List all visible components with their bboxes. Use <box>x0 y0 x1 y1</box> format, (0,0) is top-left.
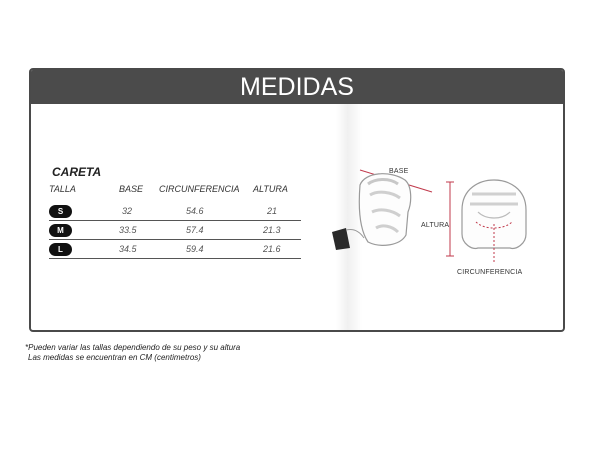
base-label: BASE <box>389 168 409 175</box>
base-value: 32 <box>122 206 133 216</box>
size-badge: L <box>49 243 72 256</box>
helmet-side-illustration <box>332 170 432 250</box>
altura-label: ALTURA <box>421 222 450 229</box>
footnote-size-variation: *Pueden variar las tallas dependiendo de su peso y su altura <box>25 343 241 352</box>
base-value: 34.5 <box>119 244 137 254</box>
column-header-base: BASE <box>119 184 144 194</box>
table-title: CARETA <box>52 165 102 179</box>
column-header-altura: ALTURA <box>253 184 288 194</box>
table-row <box>49 205 301 219</box>
altura-value: 21 <box>267 206 278 216</box>
header-bar <box>31 70 563 104</box>
table-row <box>49 243 301 257</box>
altura-value: 21.6 <box>263 244 281 254</box>
size-badge: M <box>49 224 72 237</box>
row-divider <box>49 239 301 240</box>
row-divider <box>49 220 301 221</box>
helmet-front-illustration <box>446 180 526 262</box>
circunferencia-value: 54.6 <box>186 206 204 216</box>
page-title: MEDIDAS <box>240 73 354 101</box>
row-divider <box>49 258 301 259</box>
helmet-diagram <box>320 150 540 270</box>
size-badge: S <box>49 205 72 218</box>
altura-value: 21.3 <box>263 225 281 235</box>
chin-strap-icon <box>332 228 350 250</box>
base-value: 33.5 <box>119 225 137 235</box>
circunferencia-value: 57.4 <box>186 225 204 235</box>
circunferencia-label: CIRCUNFERENCIA <box>457 269 523 276</box>
column-header-talla: TALLA <box>49 184 76 194</box>
table-row <box>49 224 301 238</box>
circunferencia-value: 59.4 <box>186 244 204 254</box>
footnote-units: Las medidas se encuentran en CM (centimetros) <box>28 353 201 362</box>
column-header-circunferencia: CIRCUNFERENCIA <box>159 184 240 194</box>
